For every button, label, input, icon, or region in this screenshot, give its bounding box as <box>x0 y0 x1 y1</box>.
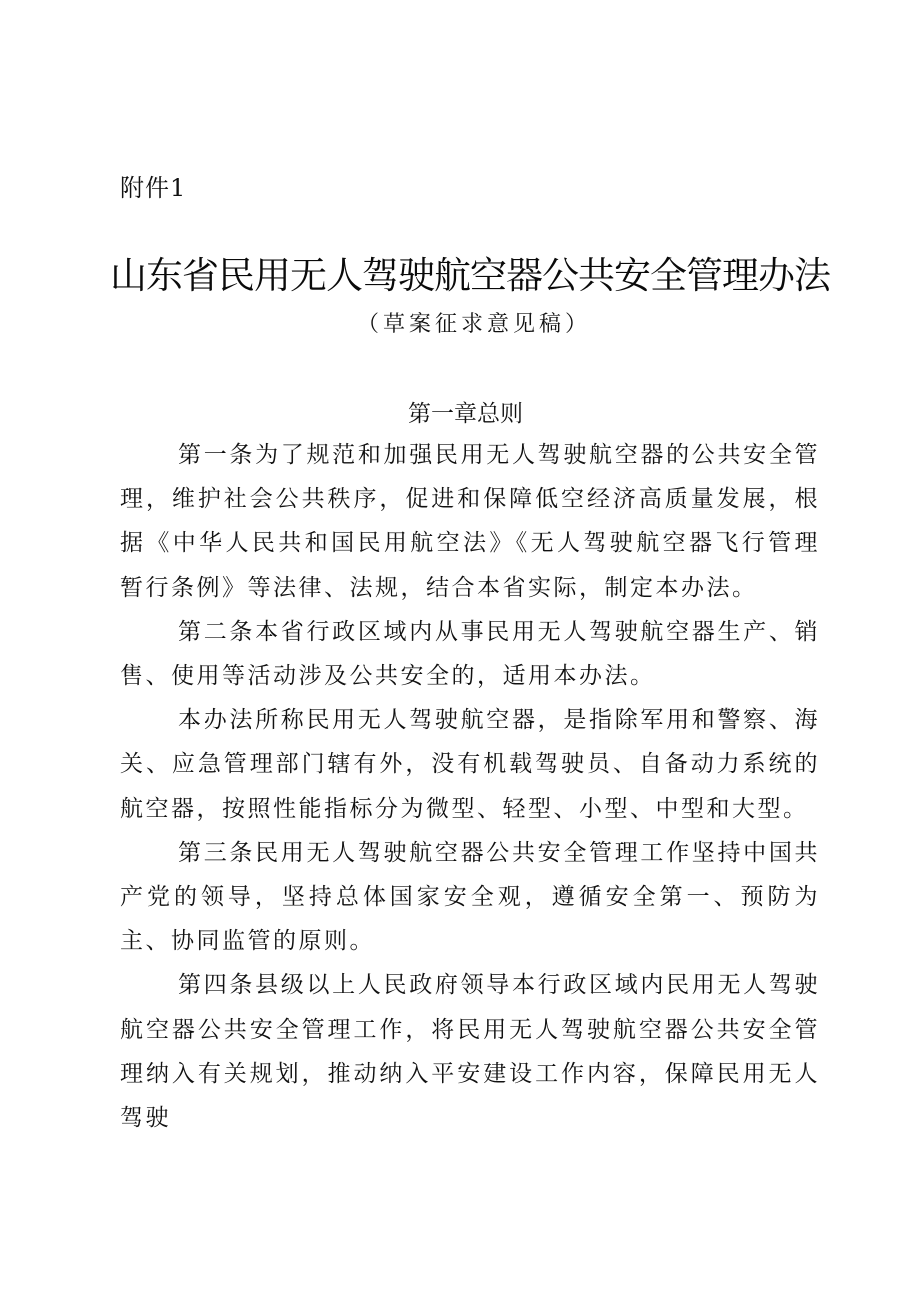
document-subtitle: （草案征求意见稿） <box>357 312 592 337</box>
article-3-paragraph: 第三条民用无人驾驶航空器公共安全管理工作坚持中国共产党的领导，坚持总体国家安全观，遵循安全第一、预防为主、协同监管的原则。 <box>120 839 820 955</box>
chapter-heading: 第一章总则 <box>408 401 523 427</box>
definition-paragraph: 本办法所称民用无人驾驶航空器，是指除军用和警察、海关、应急管理部门辖有外，没有机载驾驶员、自备动力系统的航空器，按照性能指标分为微型、轻型、小型、中型和大型。 <box>120 707 820 822</box>
article-1-paragraph: 第一条为了规范和加强民用无人驾驶航空器的公共安全管理，维护社会公共秩序，促进和保障低空经济高质量发展，根据《中华人民共和国民用航空法》《无人驾驶航空器飞行管理暂行条例》等法律、法规，结合本省实际，制定本办法。 <box>120 442 820 601</box>
body-text <box>120 433 820 1140</box>
document-title: 山东省民用无人驾驶航空器公共安全管理办法 <box>110 254 830 297</box>
attachment-label: 附件1 <box>120 174 187 202</box>
article-4-paragraph: 第四条县级以上人民政府领导本行政区域内民用无人驾驶航空器公共安全管理工作，将民用无人驾驶航空器公共安全管理纳入有关规划，推动纳入平安建设工作内容，保障民用无人驾驶 <box>120 972 820 1132</box>
article-2-paragraph: 第二条本省行政区域内从事民用无人驾驶航空器生产、销售、使用等活动涉及公共安全的，适用本办法。 <box>120 618 820 690</box>
